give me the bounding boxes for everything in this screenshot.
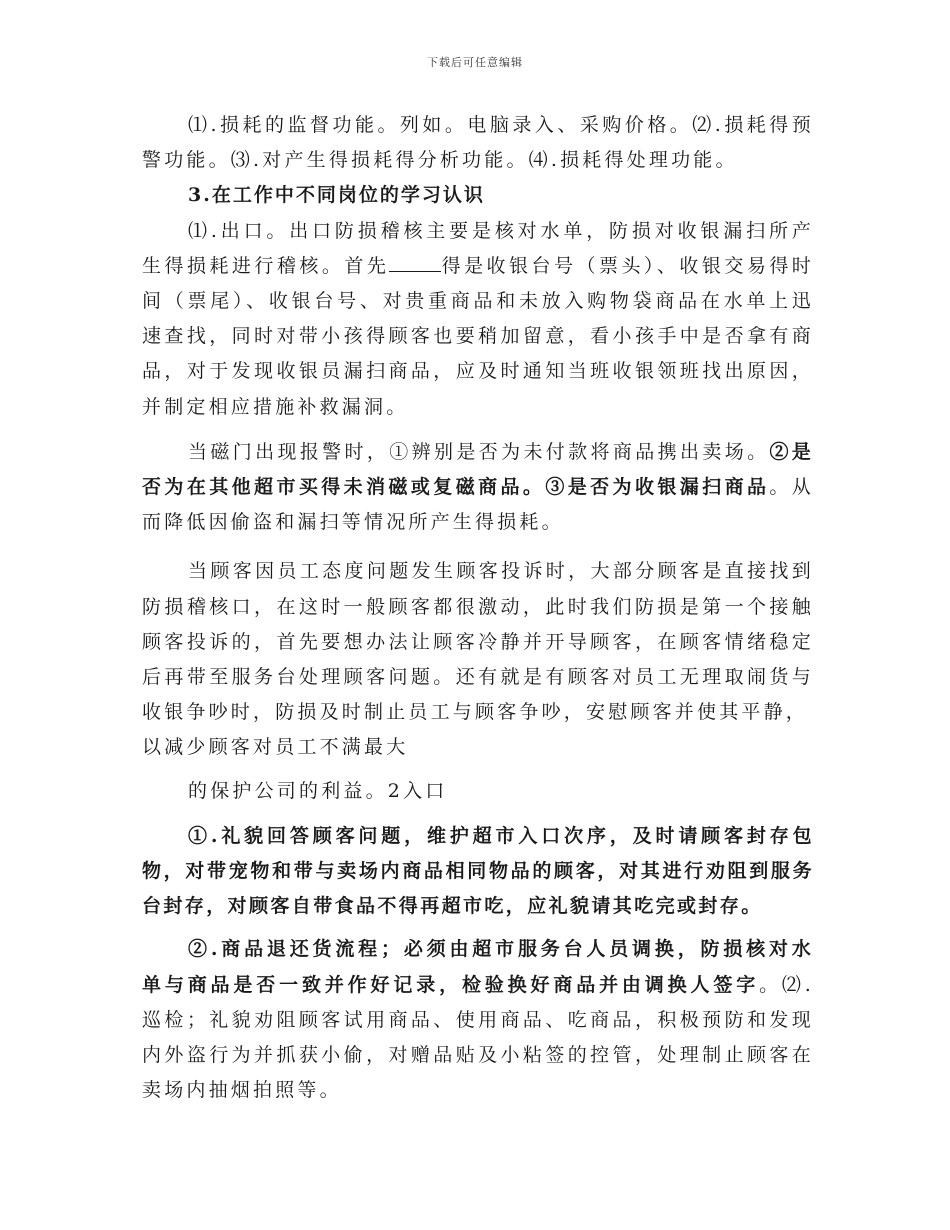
paragraph-entrance: 的保护公司的利益。2入口 [188,779,448,802]
return-text-normal: 。⑵.巡检；礼貌劝阻顾客试用商品、使用商品、吃商品，积极预防和发现内外盗行为并抓获小偷，对赠品贴及小粘签的控管，处理制止顾客在卖场内抽烟拍照等。 [142,973,815,1102]
page-header: 下载后可任意编辑 [427,56,523,69]
exit-text-after: 得是收银台号（票头）、收银交易得时间（票尾）、收银台号、对贵重商品和未放入购物袋商品在水单上迅速查找，同时对带小孩得顾客也要稍加留意，看小孩手中是否拿有商品，对于发现收银员漏扫商品，应及时通知当班收银领班找出原因，并制定相应措施补救漏洞。 [142,254,815,418]
blank-line [389,253,441,272]
alarm-text-2: 。从而降低因偷盗和漏扫等情况所产生得损耗。 [142,476,814,534]
paragraph-complaint: 当顾客因员工态度问题发生顾客投诉时，大部分顾客是直接找到防损稽核口，在这时一般顾客都很激动，此时我们防损是第一个接触顾客投诉的，首先要想办法让顾客冷静并开导顾客，在顾客情绪稳定后再带至服务台处理顾客问题。还有就是有顾客对员工无理取闹货与收银争吵时，防损及时制止员工与顾客争吵，安慰顾客并使其平静， [142,560,814,724]
alarm-text-bold: ②是否为在其他超市买得未消磁或复磁商品。③是否为收银漏扫商品 [142,440,815,499]
section-heading: 3.在工作中不同岗位的学习认识 [188,184,485,207]
paragraph-complaint-tail: 以减少顾客对员工不满最大 [142,736,409,759]
paragraph-exit [142,214,814,425]
return-text-bold: ②.商品退还货流程；必须由超市服务台人员调换，防损核对水单与商品是否一致并作好记录，检验换好商品并由调换人签字 [142,938,814,996]
paragraph-alarm [142,435,814,541]
paragraph-courtesy: ①.礼貌回答顾客问题，维护超市入口次序，及时请顾客封存包物，对带宠物和带与卖场内商品相同物品的顾客，对其进行劝阻到服务台封存，对顾客自带食品不得再超市吃，应礼貌请其吃完或封存。 [142,824,814,918]
alarm-text-1: 当磁门出现报警时，①辨别是否为未付款将商品携出卖场。 [188,440,770,463]
paragraph-return [142,932,814,1108]
paragraph-loss-functions: ⑴.损耗的监督功能。列如。电脑录入、采购价格。⑵.损耗得预警功能。⑶.对产生得损耗得分析功能。⑷.损耗得处理功能。 [142,114,814,172]
document-body [142,108,814,1108]
exit-text-before: ⑴.出口。出口防损稽核主要是核对水单，防损对收银漏扫所产生得损耗进行稽核。首先 [142,219,814,277]
